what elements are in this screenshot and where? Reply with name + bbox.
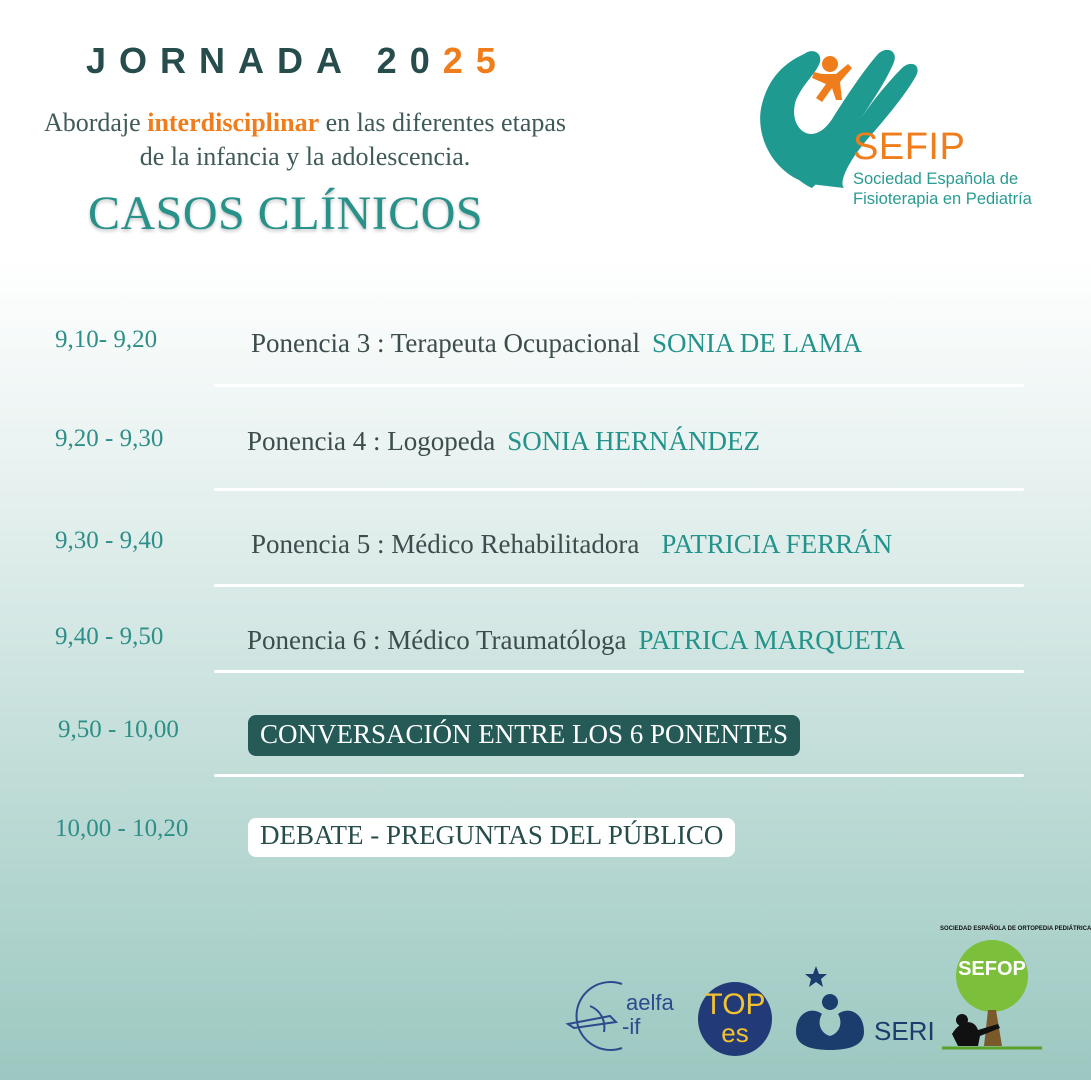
logo-line1: Sociedad Española de: [853, 170, 1019, 188]
talk-title: Ponencia 3 : Terapeuta Ocupacional: [251, 328, 640, 358]
conversation-badge: CONVERSACIÓN ENTRE LOS 6 PONENTES: [248, 715, 800, 756]
logo-line2: Fisioterapia en Pediatría: [853, 190, 1032, 208]
topes-logo: [698, 982, 772, 1056]
seri-emblem-icon: [788, 962, 878, 1058]
row-divider: [214, 670, 1024, 673]
aelfa-text-if: -if: [622, 1014, 641, 1039]
schedule-talk: [247, 625, 905, 656]
row-divider: [214, 384, 1024, 387]
talk-title: Ponencia 5 : Médico Rehabilitadora: [251, 529, 640, 559]
seri-logo: [788, 962, 935, 1058]
topes-text-es: es: [721, 1018, 749, 1048]
sefop-logo: [938, 926, 1091, 1056]
sefop-text: SEFOP: [958, 958, 1026, 980]
row-divider: [214, 584, 1024, 587]
schedule-talk: [251, 529, 892, 560]
row-divider: [214, 488, 1024, 491]
title-year-accent: 25: [442, 40, 509, 81]
row-divider: [214, 774, 1024, 777]
subtitle-pre: Abordaje: [43, 108, 148, 137]
event-title: [86, 40, 509, 82]
schedule-talk: [247, 426, 760, 457]
topes-text: TOP: [704, 988, 766, 1021]
aelfa-logo: [560, 976, 690, 1056]
speaker-name: PATRICIA FERRÁN: [661, 529, 893, 559]
aelfa-text: aelfa: [626, 990, 674, 1015]
subtitle-post: en las diferentes etapas de la infancia y la adolescencia.: [139, 108, 567, 171]
schedule-time: 9,10- 9,20: [55, 326, 158, 353]
sefop-tree-icon: [938, 926, 1091, 1056]
speaker-name: PATRICA MARQUETA: [638, 625, 905, 655]
talk-title: Ponencia 4 : Logopeda: [247, 426, 496, 456]
schedule-time: 9,50 - 10,00: [58, 716, 179, 743]
debate-badge: DEBATE - PREGUNTAS DEL PÚBLICO: [248, 818, 735, 857]
sefip-logo-subtitle: [853, 169, 1032, 209]
speaker-name: SONIA DE LAMA: [651, 328, 862, 358]
sefop-arc-text: SOCIEDAD ESPAÑOLA DE ORTOPEDIA PEDIÁTRICA: [940, 926, 1091, 932]
seri-text: SERI: [874, 1016, 935, 1046]
event-subtitle: [40, 106, 570, 174]
subtitle-highlight: interdisciplinar: [147, 108, 320, 137]
speaker-name: SONIA HERNÁNDEZ: [507, 426, 760, 456]
talk-title: Ponencia 6 : Médico Traumatóloga: [247, 625, 627, 655]
sefip-logo-name: SEFIP: [853, 126, 966, 168]
schedule-time: 9,40 - 9,50: [55, 623, 164, 650]
schedule-time: 10,00 - 10,20: [55, 815, 189, 842]
section-title: CASOS CLÍNICOS: [88, 187, 484, 240]
title-main: JORNADA 20: [86, 40, 443, 81]
schedule-time: 9,30 - 9,40: [55, 527, 164, 554]
schedule-talk: [251, 328, 862, 359]
schedule-time: 9,20 - 9,30: [55, 425, 164, 452]
